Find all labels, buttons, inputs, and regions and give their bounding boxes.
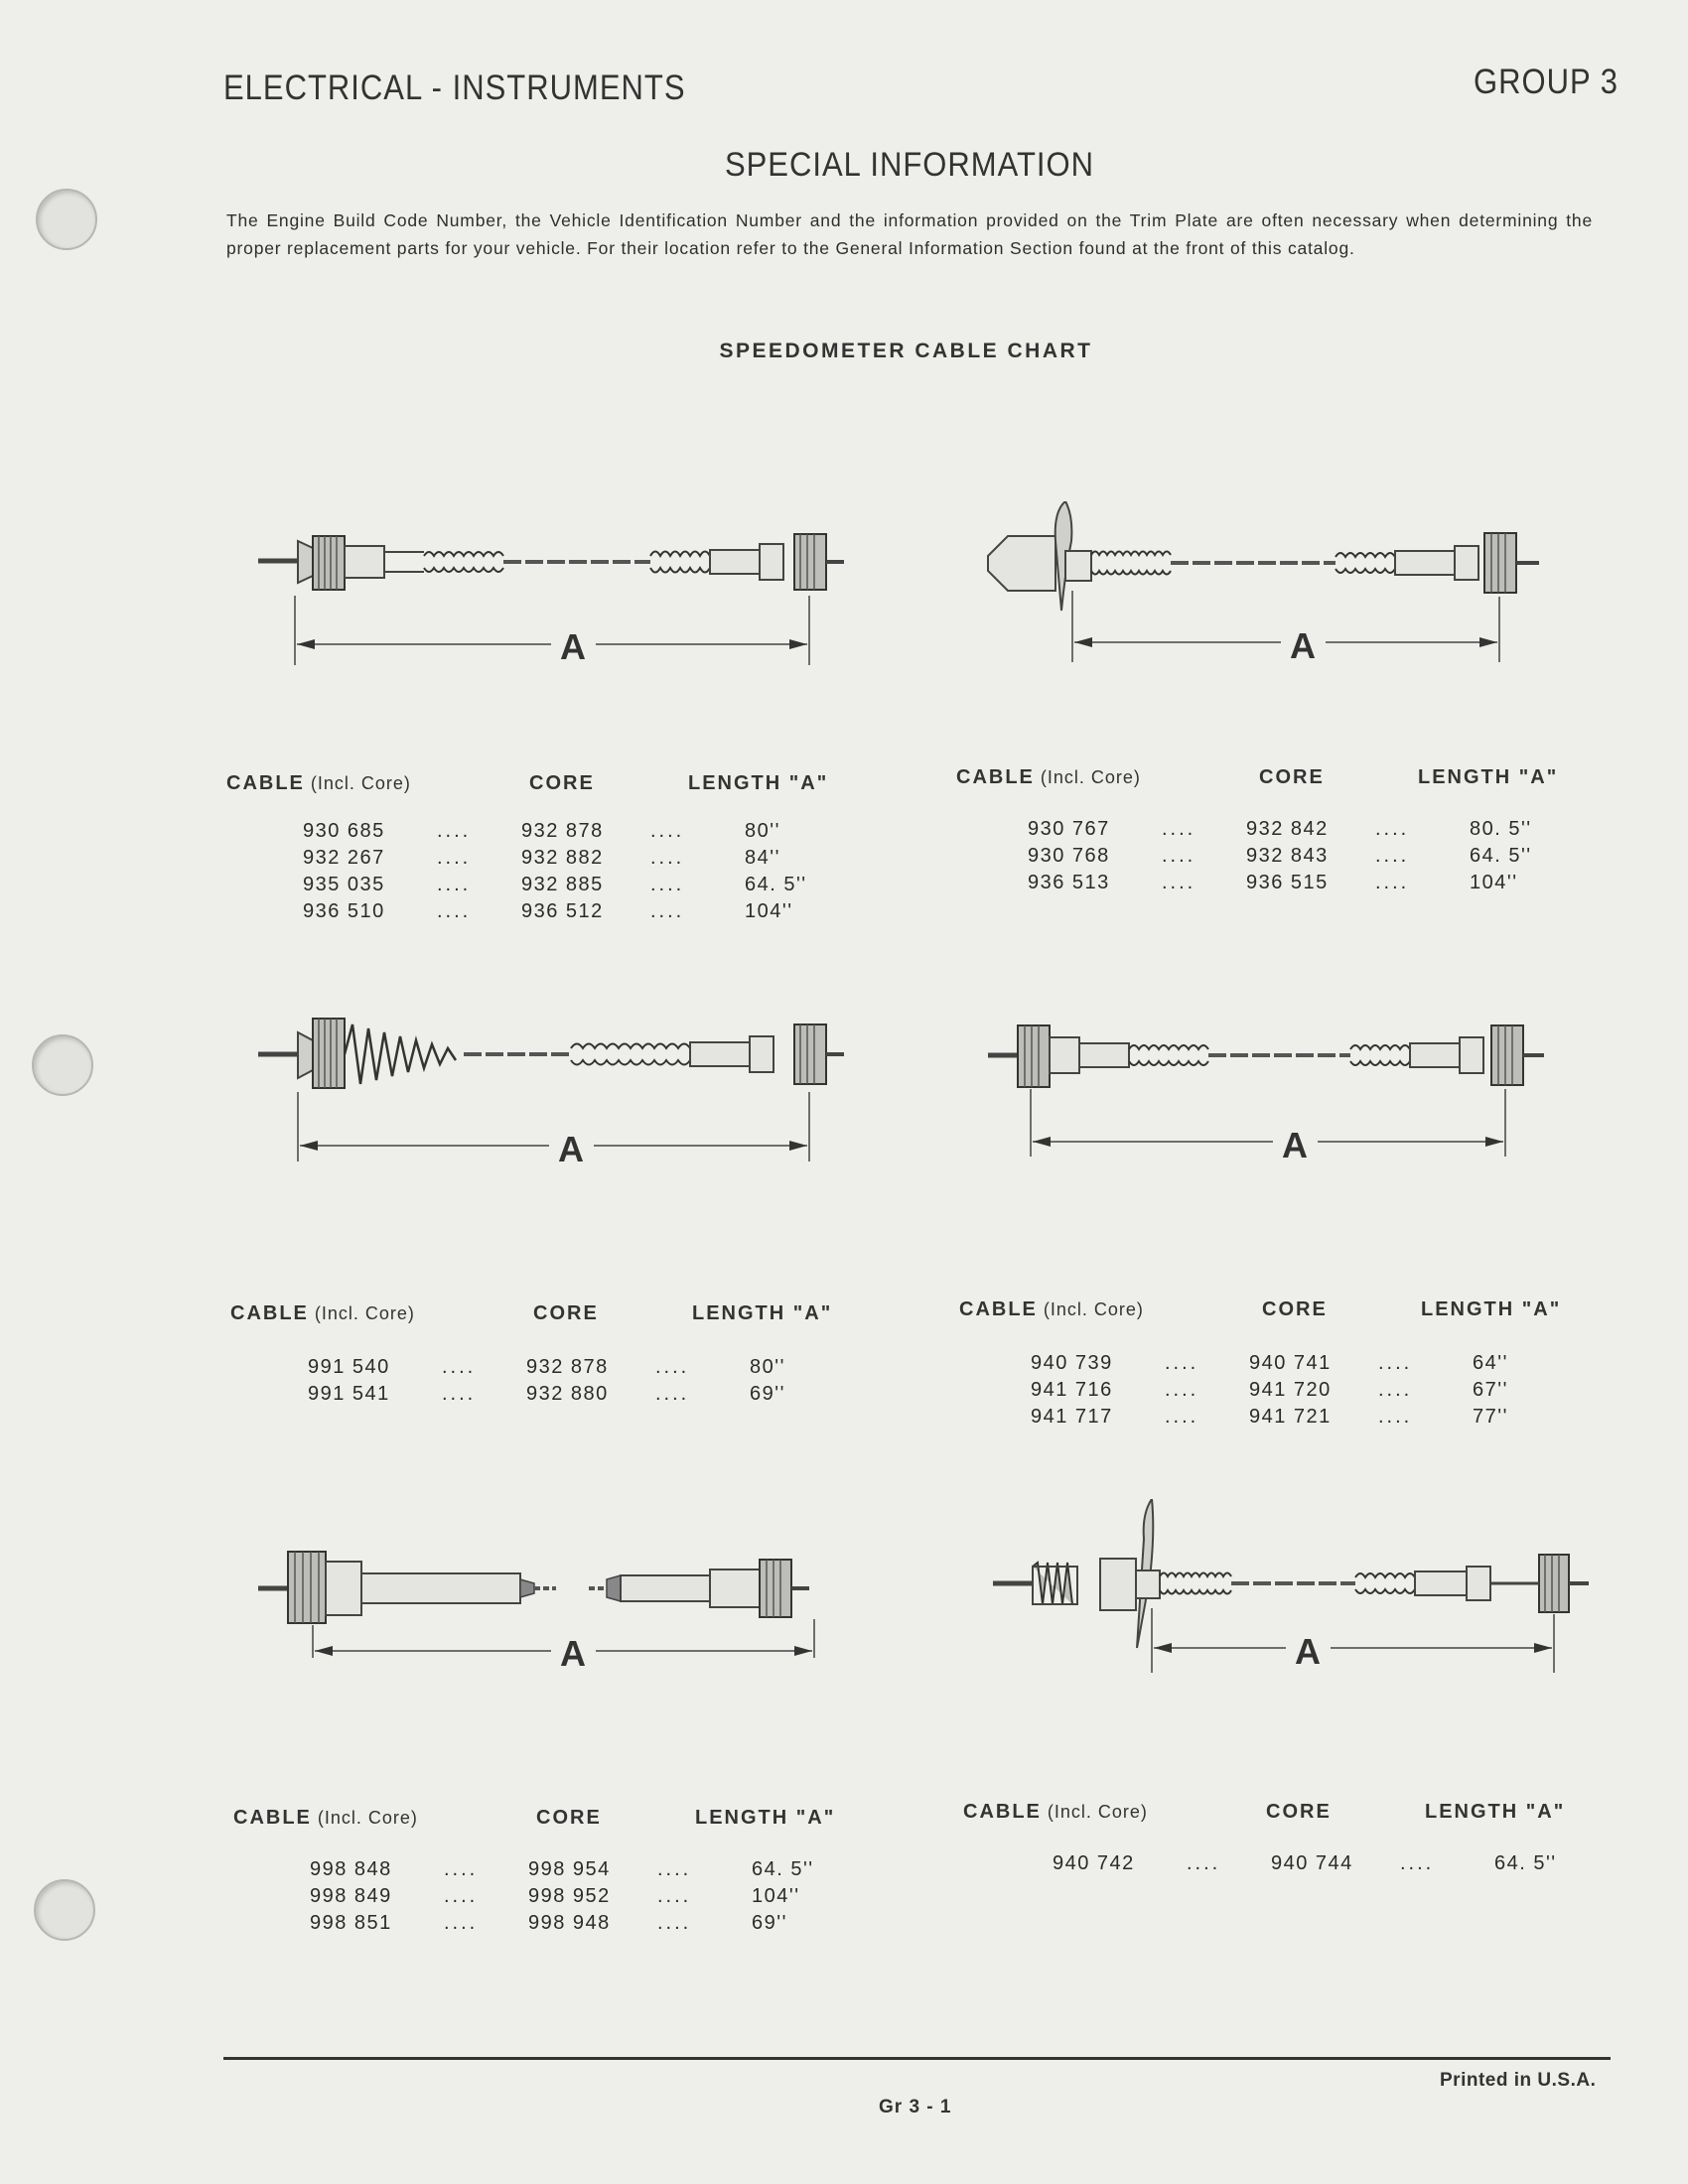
- leader-dots: ....: [1162, 845, 1196, 867]
- leader-dots: ....: [1187, 1852, 1221, 1874]
- table-row: [1031, 1379, 1547, 1407]
- core-number: 932 878: [526, 1356, 609, 1378]
- cable-number: 935 035: [303, 874, 385, 895]
- core-number: 932 880: [526, 1383, 609, 1405]
- core-number: 941 721: [1249, 1406, 1332, 1428]
- column-header-cable-note: (Incl. Core): [310, 773, 411, 793]
- cable-number: 930 685: [303, 820, 385, 842]
- section-header: ELECTRICAL - INSTRUMENTS: [223, 68, 686, 108]
- printed-in-note: Printed in U.S.A.: [1440, 2070, 1597, 2091]
- group-header: GROUP 3: [1474, 62, 1618, 102]
- cable-number: 941 716: [1031, 1379, 1113, 1401]
- dimension-a-label: A: [558, 1129, 584, 1169]
- core-number: 940 741: [1249, 1352, 1332, 1374]
- column-header-core: CORE: [529, 772, 595, 794]
- table-row: [310, 1858, 826, 1886]
- column-header-cable: [956, 766, 1141, 789]
- column-header-cable-label: CABLE: [226, 772, 305, 794]
- column-header-cable: [963, 1801, 1148, 1824]
- core-number: 936 512: [521, 900, 604, 922]
- leader-dots: ....: [442, 1383, 477, 1405]
- column-header-cable-label: CABLE: [230, 1302, 309, 1324]
- column-header-length: LENGTH "A": [688, 772, 829, 794]
- table-row: [303, 900, 819, 928]
- leader-dots: ....: [1162, 872, 1196, 893]
- column-header-length: LENGTH "A": [695, 1807, 836, 1829]
- column-header-length: LENGTH "A": [1418, 766, 1559, 788]
- cable-diagram-3: [253, 1003, 869, 1171]
- length-value: 64. 5'': [752, 1858, 814, 1880]
- leader-dots: ....: [437, 874, 472, 895]
- core-number: 940 744: [1271, 1852, 1353, 1874]
- chart-title: SPEEDOMETER CABLE CHART: [719, 340, 1093, 362]
- table-row: [1028, 845, 1544, 873]
- column-header-core: CORE: [1259, 766, 1325, 788]
- length-value: 64. 5'': [1494, 1852, 1557, 1874]
- leader-dots: ....: [1375, 818, 1410, 840]
- leader-dots: ....: [655, 1383, 690, 1405]
- column-header-length: LENGTH "A": [1421, 1298, 1562, 1320]
- length-value: 84'': [745, 847, 780, 869]
- table-row: [308, 1356, 824, 1384]
- column-header-cable: [959, 1298, 1144, 1321]
- leader-dots: ....: [650, 900, 685, 922]
- leader-dots: ....: [1165, 1352, 1199, 1374]
- cable-number: 991 540: [308, 1356, 390, 1378]
- cable-number: 932 267: [303, 847, 385, 869]
- page-title: SPECIAL INFORMATION: [724, 144, 1095, 185]
- column-header-cable-note: (Incl. Core): [317, 1808, 418, 1828]
- cable-number: 940 739: [1031, 1352, 1113, 1374]
- leader-dots: ....: [442, 1356, 477, 1378]
- dimension-a-label: A: [1290, 625, 1316, 666]
- length-value: 104'': [1470, 872, 1518, 893]
- column-header-cable: [230, 1302, 415, 1325]
- column-header-core: CORE: [536, 1807, 602, 1829]
- column-header-core: CORE: [1262, 1298, 1328, 1320]
- binder-hole-top: [36, 189, 97, 250]
- table-row: [1031, 1352, 1547, 1380]
- dimension-a-label: A: [560, 1633, 586, 1674]
- table-row: [303, 847, 819, 875]
- leader-dots: ....: [655, 1356, 690, 1378]
- dimension-a-label: A: [1295, 1631, 1321, 1672]
- length-value: 64. 5'': [745, 874, 807, 895]
- column-header-core: CORE: [533, 1302, 599, 1324]
- binder-hole-bottom: [34, 1879, 95, 1941]
- leader-dots: ....: [1378, 1406, 1413, 1428]
- table-row: [1053, 1852, 1569, 1880]
- table-row: [1028, 818, 1544, 846]
- intro-paragraph: The Engine Build Code Number, the Vehicle Identification Number and the information provided on the Trim Plate are often necessary when determining the proper replacement parts for your vehicle. For their location refer to the General Information Section found at the front of this catalog.: [226, 210, 1593, 258]
- column-header-cable-note: (Incl. Core): [1047, 1802, 1148, 1822]
- footer-rule: [223, 2057, 1611, 2060]
- leader-dots: ....: [657, 1858, 692, 1880]
- leader-dots: ....: [444, 1885, 479, 1907]
- leader-dots: ....: [1400, 1852, 1435, 1874]
- length-value: 69'': [750, 1383, 785, 1405]
- leader-dots: ....: [437, 900, 472, 922]
- leader-dots: ....: [1165, 1379, 1199, 1401]
- cable-diagram-4: [983, 1008, 1599, 1171]
- length-value: 64'': [1473, 1352, 1508, 1374]
- length-value: 80'': [745, 820, 780, 842]
- leader-dots: ....: [1375, 845, 1410, 867]
- binder-hole-middle: [32, 1034, 93, 1096]
- cable-diagram-1: [253, 516, 869, 675]
- cable-diagram-2: [978, 501, 1594, 670]
- table-row: [310, 1912, 826, 1940]
- leader-dots: ....: [1375, 872, 1410, 893]
- cable-number: 991 541: [308, 1383, 390, 1405]
- core-number: 941 720: [1249, 1379, 1332, 1401]
- column-header-core: CORE: [1266, 1801, 1332, 1823]
- length-value: 64. 5'': [1470, 845, 1532, 867]
- core-number: 932 843: [1246, 845, 1329, 867]
- table-row: [1031, 1406, 1547, 1433]
- length-value: 69'': [752, 1912, 787, 1934]
- core-number: 932 878: [521, 820, 604, 842]
- length-value: 104'': [745, 900, 793, 922]
- cable-number: 941 717: [1031, 1406, 1113, 1428]
- length-value: 77'': [1473, 1406, 1508, 1428]
- leader-dots: ....: [650, 847, 685, 869]
- dimension-a-label: A: [560, 626, 586, 667]
- column-header-length: LENGTH "A": [692, 1302, 833, 1324]
- table-row: [310, 1885, 826, 1913]
- table-row: [308, 1383, 824, 1411]
- cable-number: 940 742: [1053, 1852, 1135, 1874]
- column-header-length: LENGTH "A": [1425, 1801, 1566, 1823]
- column-header-cable-note: (Incl. Core): [314, 1303, 415, 1323]
- column-header-cable-label: CABLE: [959, 1298, 1038, 1320]
- leader-dots: ....: [1378, 1352, 1413, 1374]
- core-number: 932 885: [521, 874, 604, 895]
- leader-dots: ....: [1165, 1406, 1199, 1428]
- core-number: 998 954: [528, 1858, 611, 1880]
- leader-dots: ....: [1378, 1379, 1413, 1401]
- column-header-cable-label: CABLE: [956, 766, 1035, 788]
- leader-dots: ....: [444, 1912, 479, 1934]
- core-number: 932 882: [521, 847, 604, 869]
- core-number: 998 952: [528, 1885, 611, 1907]
- cable-number: 936 510: [303, 900, 385, 922]
- column-header-cable: [226, 772, 411, 795]
- page-number: Gr 3 - 1: [879, 2097, 952, 2117]
- leader-dots: ....: [437, 847, 472, 869]
- core-number: 998 948: [528, 1912, 611, 1934]
- length-value: 80. 5'': [1470, 818, 1532, 840]
- leader-dots: ....: [657, 1885, 692, 1907]
- table-row: [303, 820, 819, 848]
- leader-dots: ....: [650, 874, 685, 895]
- column-header-cable-note: (Incl. Core): [1043, 1299, 1144, 1319]
- column-header-cable-label: CABLE: [963, 1801, 1042, 1823]
- core-number: 936 515: [1246, 872, 1329, 893]
- leader-dots: ....: [444, 1858, 479, 1880]
- leader-dots: ....: [437, 820, 472, 842]
- length-value: 104'': [752, 1885, 800, 1907]
- table-row: [303, 874, 819, 901]
- column-header-cable: [233, 1807, 418, 1830]
- leader-dots: ....: [1162, 818, 1196, 840]
- length-value: 67'': [1473, 1379, 1508, 1401]
- cable-number: 936 513: [1028, 872, 1110, 893]
- cable-diagram-6: [988, 1499, 1604, 1678]
- column-header-cable-note: (Incl. Core): [1040, 767, 1141, 787]
- core-number: 932 842: [1246, 818, 1329, 840]
- cable-number: 998 848: [310, 1858, 392, 1880]
- dimension-a-label: A: [1282, 1125, 1308, 1165]
- cable-number: 998 851: [310, 1912, 392, 1934]
- leader-dots: ....: [650, 820, 685, 842]
- cable-diagram-5: [253, 1534, 869, 1693]
- leader-dots: ....: [657, 1912, 692, 1934]
- length-value: 80'': [750, 1356, 785, 1378]
- column-header-cable-label: CABLE: [233, 1807, 312, 1829]
- cable-number: 930 767: [1028, 818, 1110, 840]
- cable-number: 930 768: [1028, 845, 1110, 867]
- table-row: [1028, 872, 1544, 899]
- cable-number: 998 849: [310, 1885, 392, 1907]
